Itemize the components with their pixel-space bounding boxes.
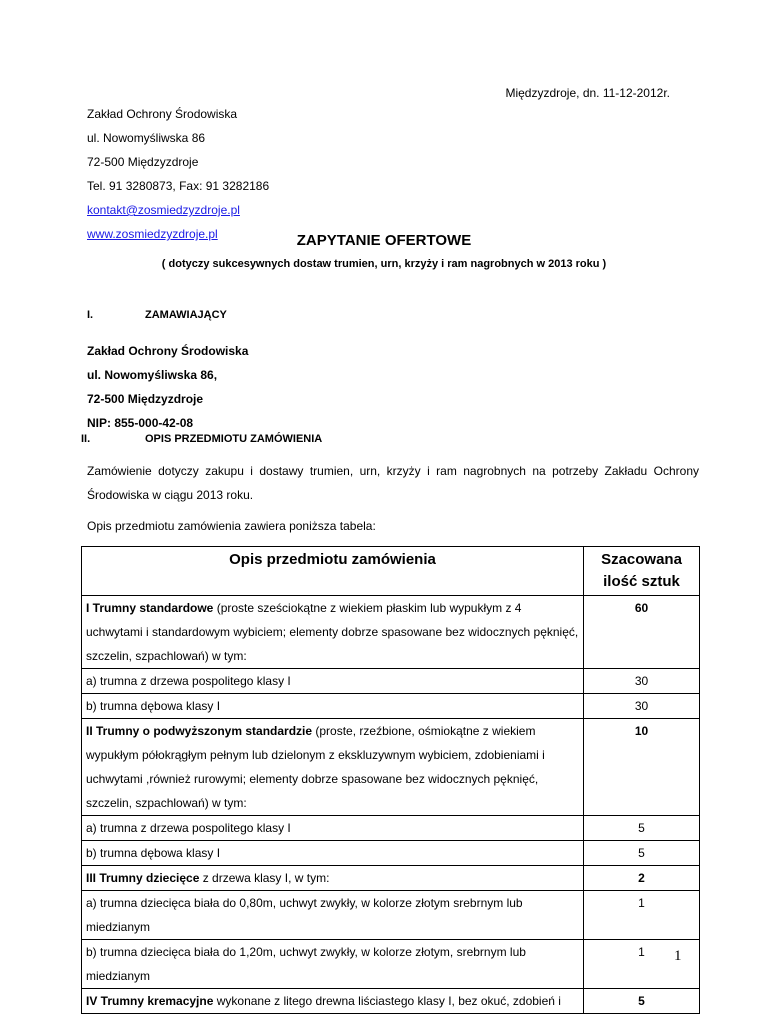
header-description: Opis przedmiotu zamówienia [82,547,584,596]
document-subtitle: ( dotyczy sukcesywnych dostaw trumien, urn, krzyży i ram nagrobnych w 2013 roku ) [161,258,607,270]
row-quantity: 60 [584,596,700,669]
section-1-title: ZAMAWIAJĄCY [145,309,227,321]
row-text: b) trumna dziecięca biała do 1,20m, uchwyt zwykły, w kolorze złotym, srebrnym lub miedzianym [86,945,526,983]
sender-city: 72-500 Międzyzdroje [87,155,199,169]
page-number: 1 [674,948,682,964]
row-quantity: 1 [584,891,700,940]
section-2-table-intro: Opis przedmiotu zamówienia zawiera poniższa tabela: [87,519,376,533]
row-quantity: 30 [584,694,700,719]
row-description [82,694,584,719]
table-row [82,694,700,719]
row-quantity: 10 [584,719,700,816]
row-quantity: 2 [584,866,700,891]
row-text: a) trumna z drzewa pospolitego klasy I [86,674,291,688]
row-quantity: 1 [584,940,700,989]
row-description [82,816,584,841]
row-text: b) trumna dębowa klasy I [86,846,221,860]
section-1-number: I. [87,309,94,321]
row-category: IV Trumny kremacyjne [86,994,214,1008]
row-description [82,891,584,940]
sender-street: ul. Nowomyśliwska 86 [87,131,206,145]
sender-phone: Tel. 91 3280873, Fax: 91 3282186 [87,179,270,193]
order-table [81,546,700,1014]
row-quantity: 30 [584,669,700,694]
table-row [82,719,700,816]
table-row [82,841,700,866]
row-text: a) trumna dziecięca biała do 0,80m, uchwyt zwykły, w kolorze złotym srebrnym lub miedzianym [86,896,523,934]
row-description [82,719,584,816]
row-text: (proste sześciokątne z wiekiem płaskim lub wypukłym z 4 uchwytami i standardowym wybiciem; elementy dobrze spasowane bez widocznych pęknięć, szczelin, szpachlowań) w tym: [86,601,579,663]
place-date: Międzyzdroje, dn. 11-12-2012r. [505,86,670,100]
sender-email-link[interactable]: kontakt@zosmiedzyzdroje.pl [87,203,240,217]
table-row [82,940,700,989]
ordering-line: Zakład Ochrony Środowiska [87,344,249,358]
row-text: b) trumna dębowa klasy I [86,699,221,713]
row-text: wykonane z litego drewna liściastego klasy I, bez okuć, zdobień i [213,994,561,1008]
table-row [82,596,700,669]
document-title: ZAPYTANIE OFERTOWE [296,232,472,249]
table-row [82,891,700,940]
section-2-number: II. [81,433,91,445]
table-row [82,989,700,1014]
table-header-row [82,547,700,596]
row-description [82,940,584,989]
row-quantity: 5 [584,989,700,1014]
section-2-paragraph: Zamówienie dotyczy zakupu i dostawy trumien, urn, krzyży i ram nagrobnych na potrzeby Zakładu Ochrony Środowiska w ciągu 2013 roku. [87,464,699,502]
row-quantity: 5 [584,841,700,866]
sender-website-link[interactable]: www.zosmiedzyzdroje.pl [87,227,218,241]
ordering-line: ul. Nowomyśliwska 86, [87,368,218,382]
row-description [82,669,584,694]
table-row [82,866,700,891]
table-row [82,669,700,694]
row-description [82,841,584,866]
header-quantity: Szacowana ilość sztuk [584,547,700,596]
row-description [82,866,584,891]
ordering-line: 72-500 Międzyzdroje [87,392,204,406]
row-text: z drzewa klasy I, w tym: [199,871,330,885]
row-text: (proste, rzeźbione, ośmiokątne z wiekiem wypukłym półokrągłym pełnym lub dzielonym z ekskluzywnym wybiciem, zdobieniami i uchwytami ,również rurowymi; elementy dobrze spasowane bez widocznych pęknięć, szczelin, szpachlowań) w tym: [86,724,545,810]
ordering-line: NIP: 855-000-42-08 [87,416,194,430]
row-category: I Trumny standardowe [86,601,214,615]
row-category: III Trumny dziecięce [86,871,200,885]
row-text: a) trumna z drzewa pospolitego klasy I [86,821,291,835]
row-category: II Trumny o podwyższonym standardzie [86,724,313,738]
table-row [82,816,700,841]
sender-block [87,102,269,246]
row-quantity: 5 [584,816,700,841]
ordering-party-block [87,339,248,435]
row-description [82,989,584,1014]
row-description [82,596,584,669]
sender-name: Zakład Ochrony Środowiska [87,107,238,121]
section-2-title: OPIS PRZEDMIOTU ZAMÓWIENIA [145,433,323,445]
